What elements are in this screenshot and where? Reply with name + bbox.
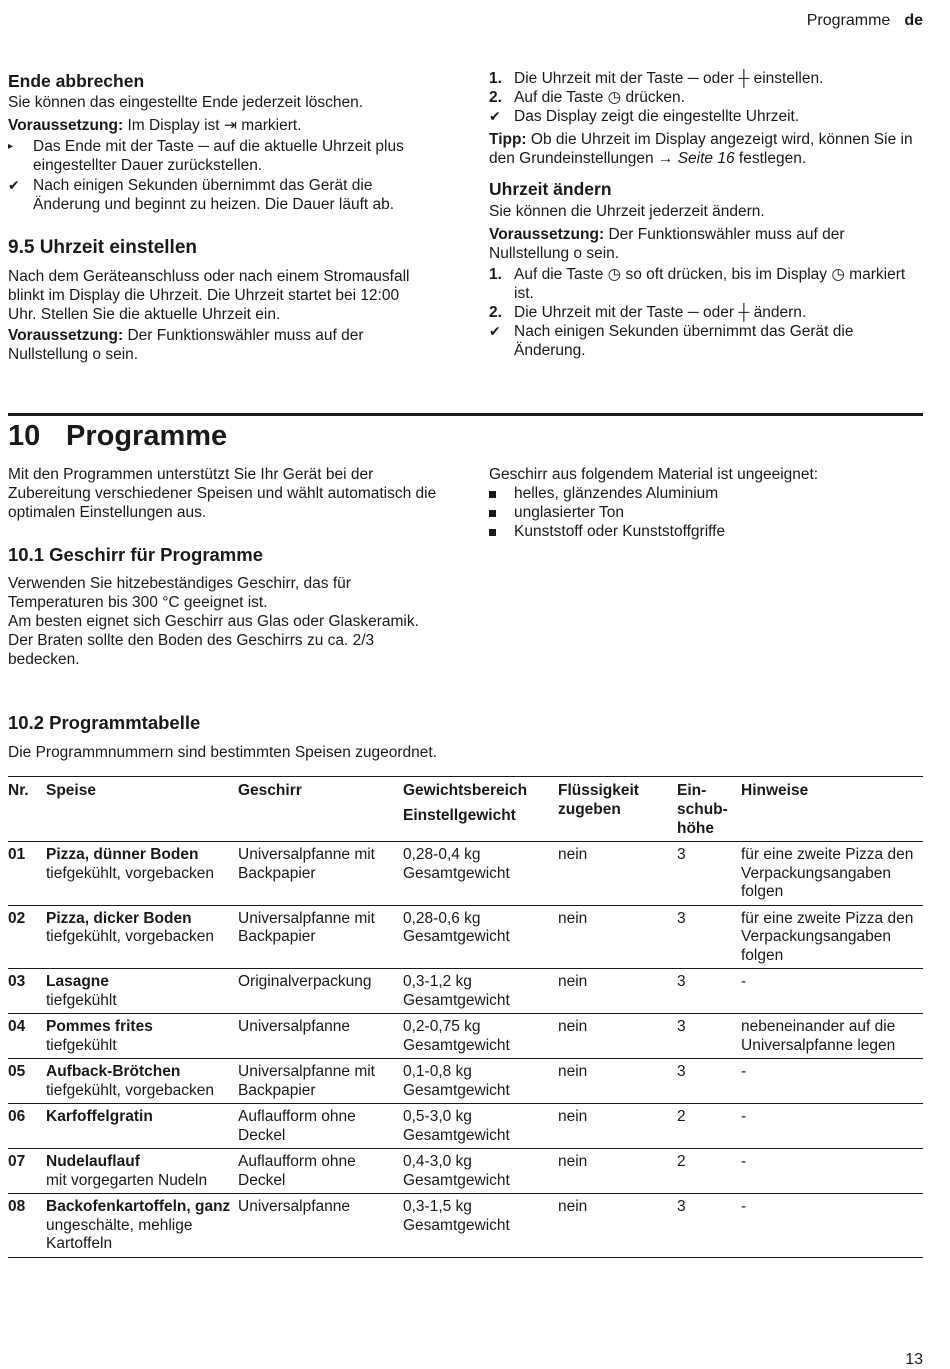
row-hinweis: für eine zweite Pizza den Verpackungsangaben folgen (741, 846, 914, 900)
chapter-name: Programme (66, 420, 228, 452)
table-row (8, 905, 923, 969)
row-speise-detail: tiefgekühlt, vorgebacken (46, 864, 215, 882)
row-fluessigkeit: nein (558, 1153, 588, 1170)
row-speise-detail: tiefgekühlt, vorgebacken (46, 928, 215, 945)
aendern-paragraph: Sie können die Uhrzeit jederzeit ändern. (489, 203, 765, 220)
row-einschubhoehe: 2 (677, 1108, 686, 1125)
table-row (8, 842, 923, 906)
uhr-prereq-label: Voraussetzung: (8, 327, 124, 344)
row-gewicht: 0,3-1,2 kg (403, 973, 472, 990)
row-einstellgewicht: Gesamtgewicht (403, 928, 510, 945)
row-nr: 04 (8, 1018, 26, 1035)
step-1-text: Die Uhrzeit mit der Taste ─ oder ┼ einstellen. (514, 70, 824, 87)
row-hinweis: - (741, 1198, 747, 1215)
col-header-einstellgewicht: Einstellgewicht (403, 807, 516, 824)
unsuitable-item-text: unglasierter Ton (514, 504, 625, 521)
aendern-prerequisite (489, 225, 919, 263)
step-1 (489, 69, 919, 88)
row-speise-detail: mit vorgegarten Nudeln (46, 1171, 208, 1189)
row-einstellgewicht: Gesamtgewicht (403, 1036, 510, 1054)
step-number: 2. (489, 304, 502, 321)
geschirr-title: 10.1 Geschirr für Programme (8, 544, 263, 565)
check-icon: ✔ (489, 323, 501, 339)
square-bullet-icon (489, 484, 511, 503)
page-number: 13 (905, 1351, 923, 1368)
table-row (8, 969, 923, 1014)
row-gewicht: 0,28-0,4 kg (403, 846, 481, 863)
programmtabelle-intro: Die Programmnummern sind bestimmten Speisen zugeordnet. (8, 744, 438, 761)
row-geschirr: Universalpfanne mit Backpapier (238, 909, 375, 945)
square-bullet-icon (489, 522, 511, 541)
row-geschirr: Originalverpackung (238, 973, 372, 990)
ende-paragraph: Sie können das eingestellte Ende jederzeit löschen. (8, 94, 364, 111)
ende-step (8, 137, 428, 175)
row-speise-detail: tiefgekühlt (46, 1036, 117, 1054)
geschirr-p1: Verwenden Sie hitzebeständiges Geschirr, das für Temperaturen bis 300 °C geeignet ist. (8, 575, 351, 611)
row-speise: Lasagne (46, 973, 109, 990)
ende-prerequisite (8, 116, 428, 135)
row-einschubhoehe: 3 (677, 846, 686, 863)
row-einstellgewicht: Gesamtgewicht (403, 991, 510, 1009)
row-fluessigkeit: nein (558, 1063, 588, 1080)
unsuitable-item-text: helles, glänzendes Aluminium (514, 485, 719, 502)
row-nr: 06 (8, 1108, 26, 1125)
ende-result-text: Nach einigen Sekunden übernimmt das Gerät die Änderung und beginnt zu heizen. Die Dauer läuft ab. (33, 177, 395, 213)
running-header (807, 11, 923, 30)
chapter-right-column (489, 465, 919, 541)
row-gewicht: 0,4-3,0 kg (403, 1153, 472, 1170)
unsuitable-intro: Geschirr aus folgendem Material ist ungeeignet: (489, 466, 819, 483)
check-icon: ✔ (489, 108, 501, 124)
row-nr: 05 (8, 1063, 26, 1080)
row-nr: 07 (8, 1153, 26, 1170)
table-row (8, 1059, 923, 1104)
ende-step-text: Das Ende mit der Taste ─ auf die aktuelle Uhrzeit plus eingestellter Dauer zurückstellen. (33, 138, 404, 174)
row-einschubhoehe: 2 (677, 1153, 686, 1170)
row-speise-detail: ungeschälte, mehlige Kartoffeln (46, 1216, 193, 1252)
ende-prereq-label: Voraussetzung: (8, 117, 124, 134)
uhrzeit-aendern-title: Uhrzeit ändern (489, 179, 612, 199)
row-geschirr: Universalpfanne (238, 1198, 351, 1215)
table-row (8, 1104, 923, 1149)
programmtabelle-title: 10.2 Programmtabelle (8, 712, 201, 733)
row-speise: Pizza, dünner Boden (46, 846, 199, 863)
table-header-row (8, 777, 923, 842)
row-einschubhoehe: 3 (677, 909, 686, 927)
row-fluessigkeit: nein (558, 1018, 588, 1035)
col-header-hinweise: Hinweise (741, 777, 923, 842)
chapter-number: 10 (8, 420, 41, 452)
table-row (8, 1149, 923, 1194)
ende-title: Ende abbrechen (8, 71, 145, 91)
row-fluessigkeit: nein (558, 1198, 588, 1215)
tipp-end: festlegen. (738, 150, 807, 167)
uhrzeit-prerequisite (8, 326, 426, 364)
aendern-step-2 (489, 303, 919, 322)
geschirr-p2: Am besten eignet sich Geschirr aus Glas oder Glaskeramik. Der Braten sollte den Boden des Geschirrs zu ca. 2/3 bedecken. (8, 613, 419, 668)
row-gewicht: 0,3-1,5 kg (403, 1198, 472, 1215)
table-row (8, 1014, 923, 1059)
row-gewicht: 0,5-3,0 kg (403, 1108, 472, 1125)
tipp-page-link[interactable]: Seite 16 (677, 150, 735, 167)
row-hinweis: - (741, 1108, 747, 1125)
row-geschirr: Universalpfanne (238, 1018, 351, 1035)
row-hinweis: - (741, 973, 747, 990)
col-header-gewicht (403, 777, 558, 842)
row-einstellgewicht: Gesamtgewicht (403, 1216, 510, 1234)
row-einstellgewicht: Gesamtgewicht (403, 864, 510, 882)
ende-prereq-text: Im Display ist ⇥ markiert. (127, 117, 302, 134)
row-geschirr: Auflaufform ohne Deckel (238, 1153, 356, 1189)
row-speise-detail: tiefgekühlt (46, 991, 117, 1009)
row-gewicht: 0,28-0,6 kg (403, 909, 481, 927)
row-einschubhoehe: 3 (677, 973, 686, 990)
table-row (8, 1194, 923, 1258)
header-lang: de (904, 12, 923, 29)
step-number: 1. (489, 266, 502, 283)
step-2-text: Auf die Taste ◷ drücken. (514, 89, 685, 106)
aendern-prereq-label: Voraussetzung: (489, 226, 605, 243)
row-fluessigkeit: nein (558, 1108, 588, 1125)
row-nr: 01 (8, 846, 26, 863)
row-hinweis: für eine zweite Pizza den Verpackungsangaben folgen (741, 909, 914, 964)
row-speise: Pommes frites (46, 1018, 153, 1035)
col-header-fluessigkeit-text: Flüssigkeit zugeben (558, 782, 639, 818)
row-fluessigkeit: nein (558, 846, 588, 863)
uhrzeit-paragraph: Nach dem Geräteanschluss oder nach einem Stromausfall blinkt im Display die Uhrzeit. Die Uhrzeit startet bei 12:00 Uhr. Stellen Sie die aktuelle Uhrzeit ein. (8, 268, 410, 323)
row-einstellgewicht: Gesamtgewicht (403, 1126, 510, 1144)
chapter-rule (8, 413, 923, 416)
step-result (489, 107, 919, 126)
tipp-text: Ob die Uhrzeit im Display angezeigt wird, können Sie in den Grundeinstellungen → (489, 131, 913, 167)
ende-result (8, 176, 428, 214)
step-2 (489, 88, 919, 107)
unsuitable-item-text: Kunststoff oder Kunststoffgriffe (514, 523, 726, 540)
unsuitable-item (489, 503, 919, 522)
row-einschubhoehe: 3 (677, 1198, 686, 1215)
program-table (8, 776, 923, 1258)
aendern-result-text: Nach einigen Sekunden übernimmt das Gerät die Änderung. (514, 323, 854, 359)
row-speise: Pizza, dicker Boden (46, 909, 192, 927)
row-fluessigkeit: nein (558, 973, 588, 990)
row-geschirr: Auflaufform ohne Deckel (238, 1108, 356, 1144)
right-top-column (489, 69, 919, 360)
row-nr: 08 (8, 1198, 26, 1215)
row-einschubhoehe: 3 (677, 1063, 686, 1080)
left-top-column (8, 69, 428, 364)
row-nr: 02 (8, 909, 26, 927)
row-geschirr: Universalpfanne mit Backpapier (238, 846, 375, 882)
aendern-step-1 (489, 265, 919, 303)
row-gewicht: 0,1-0,8 kg (403, 1063, 472, 1080)
aendern-prereq-text: Der Funktionswähler muss auf der Nullstellung o sein. (489, 226, 845, 262)
row-nr: 03 (8, 973, 26, 990)
aendern-step-2-text: Die Uhrzeit mit der Taste ─ oder ┼ ändern. (514, 304, 807, 321)
row-speise: Aufback-Brötchen (46, 1063, 181, 1080)
unsuitable-item (489, 522, 919, 541)
chapter-title (8, 418, 227, 454)
col-header-geschirr: Geschirr (238, 777, 403, 842)
square-bullet-icon (489, 503, 511, 522)
result-text: Das Display zeigt die eingestellte Uhrzeit. (514, 108, 800, 125)
row-einstellgewicht: Gesamtgewicht (403, 1171, 510, 1189)
chapter-intro: Mit den Programmen unterstützt Sie Ihr Gerät bei der Zubereitung verschiedener Speisen und wählt automatisch die optimalen Einstellungen aus. (8, 466, 437, 521)
step-number: 1. (489, 70, 502, 87)
row-hinweis: - (741, 1153, 747, 1170)
check-icon: ✔ (8, 177, 20, 193)
row-speise: Karfoffelgratin (46, 1108, 153, 1125)
row-speise: Backofenkartoffeln, ganz (46, 1198, 231, 1215)
uhr-prereq-text: Der Funktionswähler muss auf der Nullstellung o sein. (8, 327, 364, 363)
col-header-speise: Speise (46, 777, 238, 842)
col-header-nr: Nr. (8, 777, 46, 842)
tipp-label: Tipp: (489, 131, 527, 148)
triangle-bullet-icon: ▸ (8, 141, 14, 152)
row-speise: Nudelauflauf (46, 1153, 140, 1170)
aendern-step-1-text: Auf die Taste ◷ so oft drücken, bis im Display ◷ markiert ist. (514, 266, 906, 302)
tipp (489, 130, 919, 168)
col-header-gewichtsbereich: Gewichtsbereich (403, 782, 528, 799)
aendern-result (489, 322, 919, 360)
row-speise-detail: tiefgekühlt, vorgebacken (46, 1081, 215, 1099)
col-header-fluessigkeit (558, 777, 677, 842)
uhrzeit-einstellen-title: 9.5 Uhrzeit einstellen (8, 237, 198, 258)
row-geschirr: Universalpfanne mit Backpapier (238, 1063, 375, 1099)
header-section: Programme (806, 12, 891, 29)
row-hinweis: nebeneinander auf die Universalpfanne legen (741, 1018, 896, 1054)
row-gewicht: 0,2-0,75 kg (403, 1018, 481, 1035)
row-einstellgewicht: Gesamtgewicht (403, 1081, 510, 1099)
row-hinweis: - (741, 1063, 747, 1080)
step-number: 2. (489, 89, 502, 106)
chapter-left-column (8, 465, 440, 669)
row-einschubhoehe: 3 (677, 1018, 686, 1035)
col-header-einschubhoehe: Ein- schub- höhe (677, 777, 741, 842)
unsuitable-item (489, 484, 919, 503)
row-fluessigkeit: nein (558, 909, 588, 927)
